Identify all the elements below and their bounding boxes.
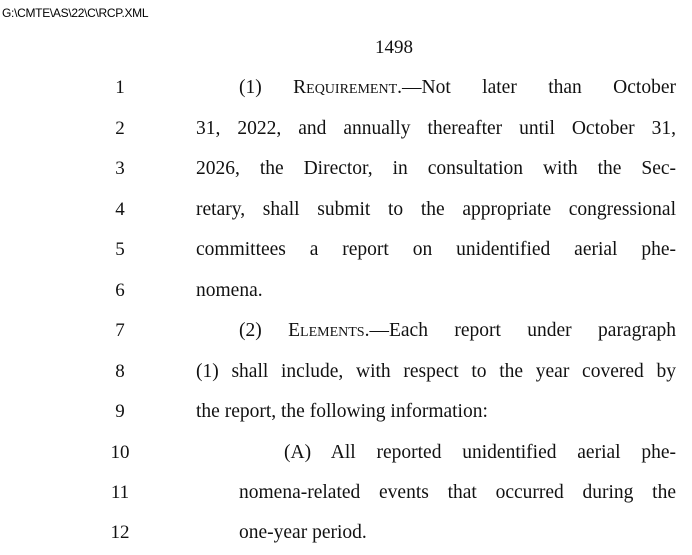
line-number: 11 bbox=[110, 482, 130, 503]
line-text: nomena-related events that occurred during the bbox=[239, 482, 676, 503]
line-text: nomena. bbox=[196, 280, 263, 301]
text-line bbox=[0, 73, 692, 103]
line-text: (A) All reported unidentified aerial phe- bbox=[284, 442, 676, 463]
line-number: 6 bbox=[115, 280, 125, 301]
text-line bbox=[0, 357, 692, 387]
text-line bbox=[0, 154, 692, 184]
text-line bbox=[0, 114, 692, 144]
line-text: retary, shall submit to the appropriate congressional bbox=[196, 199, 676, 220]
text-line bbox=[0, 316, 692, 346]
line-text bbox=[239, 316, 676, 346]
line-text-body: —Each report under paragraph bbox=[369, 320, 676, 341]
text-line bbox=[0, 276, 692, 306]
text-line bbox=[0, 235, 692, 265]
line-text: 31, 2022, and annually thereafter until October 31, bbox=[196, 118, 676, 139]
line-text: committees a report on unidentified aerial phe- bbox=[196, 239, 676, 260]
paragraph-heading: Elements. bbox=[288, 320, 370, 341]
text-line bbox=[0, 518, 692, 548]
file-path: G:\CMTE\AS\22\C\RCP.XML bbox=[2, 6, 149, 20]
paragraph-marker: (1) bbox=[239, 77, 294, 98]
line-number: 8 bbox=[115, 361, 125, 382]
paragraph-marker: (2) bbox=[239, 320, 289, 341]
text-line bbox=[0, 438, 692, 468]
line-text: (1) shall include, with respect to the year covered by bbox=[196, 361, 676, 382]
line-text: 2026, the Director, in consultation with the Sec- bbox=[196, 158, 676, 179]
text-line bbox=[0, 478, 692, 508]
line-number: 2 bbox=[115, 118, 125, 139]
text-line bbox=[0, 397, 692, 427]
line-text-body: —Not later than October bbox=[402, 77, 676, 98]
line-number: 10 bbox=[110, 442, 130, 463]
line-number: 12 bbox=[110, 522, 130, 543]
page-number: 1498 bbox=[375, 37, 413, 58]
paragraph-heading: Requirement. bbox=[293, 77, 403, 98]
line-text: the report, the following information: bbox=[196, 401, 488, 422]
line-number: 9 bbox=[115, 401, 125, 422]
line-number: 1 bbox=[115, 77, 125, 98]
text-line bbox=[0, 195, 692, 225]
line-text: one-year period. bbox=[239, 522, 367, 543]
line-text bbox=[239, 73, 676, 103]
line-number: 3 bbox=[115, 158, 125, 179]
line-number: 7 bbox=[115, 320, 125, 341]
line-number: 4 bbox=[115, 199, 125, 220]
line-number: 5 bbox=[115, 239, 125, 260]
